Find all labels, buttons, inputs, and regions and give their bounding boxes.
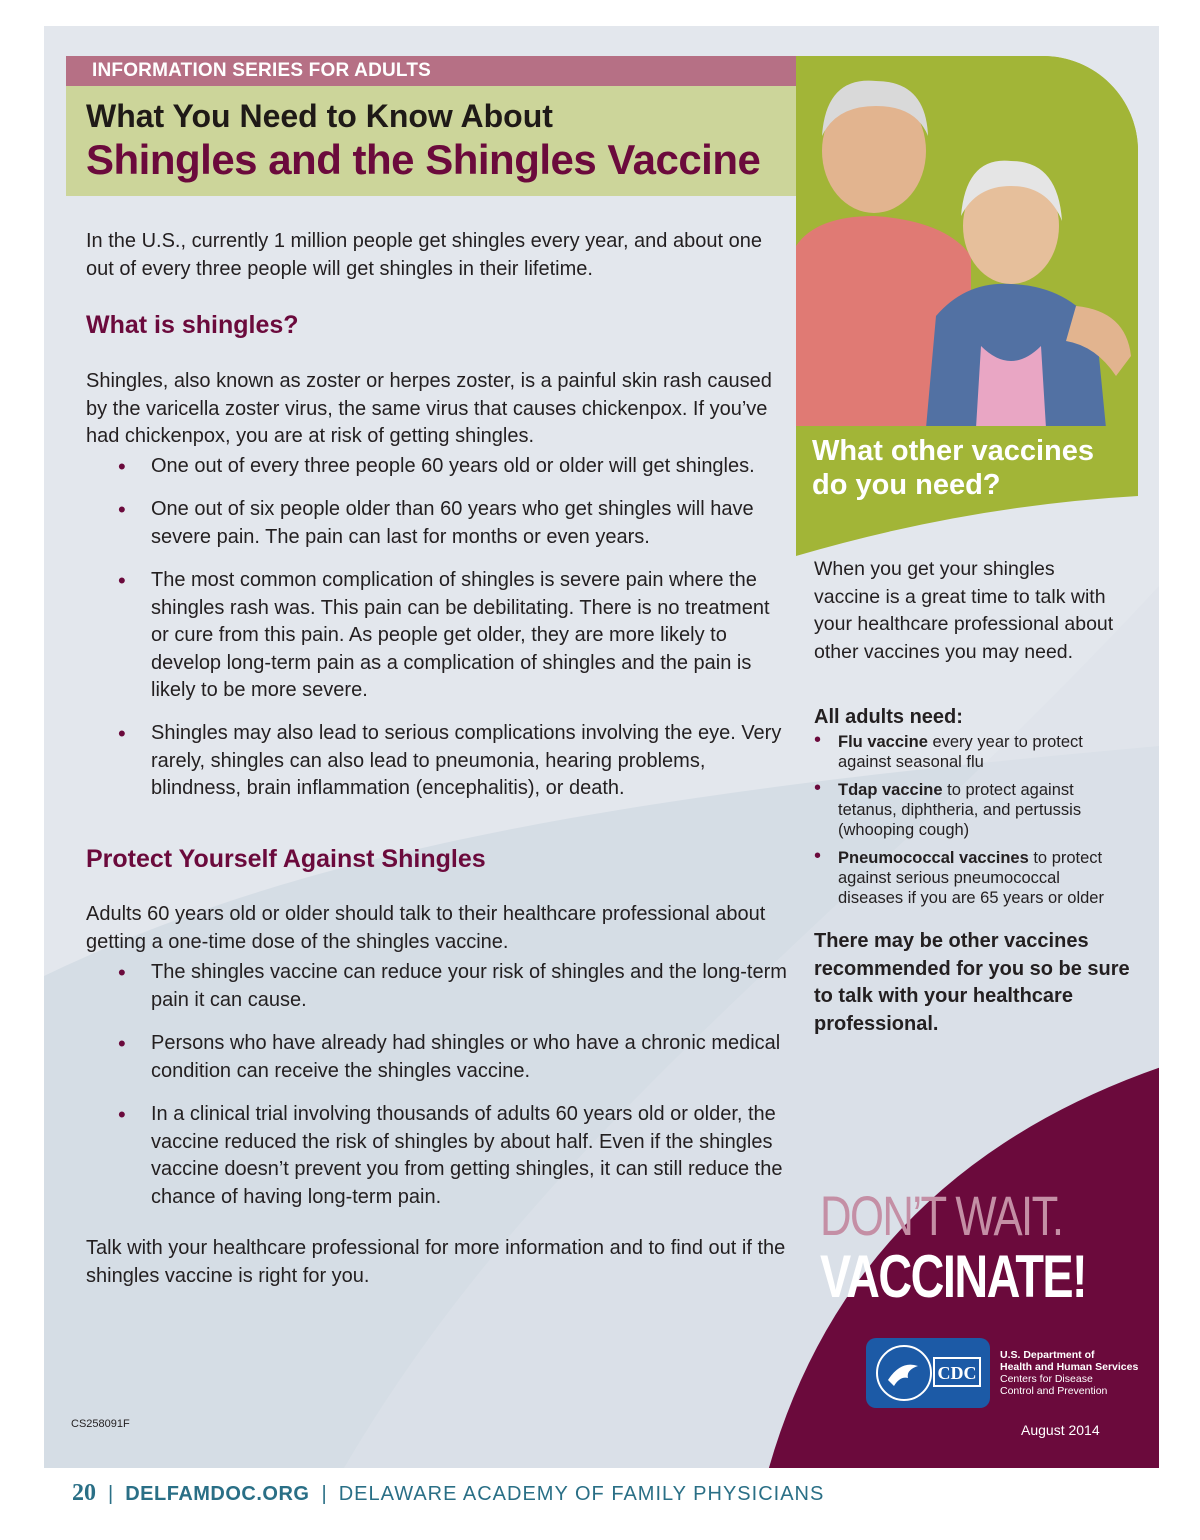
vaccine-detail: to protect against serious pneumococcal diseases if you are 65 years or older — [838, 849, 1104, 907]
vaccine-name: Flu vaccine — [838, 733, 928, 751]
document-code: CS258091F — [71, 1418, 130, 1430]
series-label: INFORMATION SERIES FOR ADULTS — [92, 60, 431, 81]
footer-site-link[interactable]: DELFAMDOC.ORG — [125, 1483, 310, 1505]
footer-organization: DELAWARE ACADEMY OF FAMILY PHYSICIANS — [338, 1483, 825, 1505]
page-number: 20 — [72, 1480, 96, 1506]
title-line-1: What You Need to Know About — [86, 98, 553, 134]
sidebar-intro: When you get your shingles vaccine is a great time to talk with your healthcare professional about other vaccines you may need. — [814, 558, 1114, 663]
hhs-cdc-logo — [866, 1338, 990, 1408]
footer-separator: | — [108, 1483, 114, 1505]
dont-wait-text: DON’T WAIT. — [820, 1184, 1063, 1247]
vaccine-name: Pneumococcal vaccines — [838, 849, 1029, 867]
sidebar-list-item-pneumococcal — [838, 848, 1113, 908]
list-item: • One out of six people older than 60 years who get shingles will have severe pain. The pain can last for months or even years. — [151, 496, 791, 551]
title-line-2: Shingles and the Shingles Vaccine — [86, 136, 761, 183]
list-item: • Shingles may also lead to serious complications involving the eye. Very rarely, shingles can also lead to pneumonia, hearing problems, blindness, brain inflammation (encephalitis), or death. — [151, 720, 791, 803]
title-band — [66, 86, 796, 196]
couple-photo — [796, 56, 1138, 428]
footer-separator: | — [321, 1483, 327, 1505]
vaccinate-text: VACCINATE! — [820, 1243, 1087, 1310]
intro-paragraph: In the U.S., currently 1 million people get shingles every year, and about one out of every three people will get shingles in their lifetime. — [86, 230, 762, 280]
sidebar-list-item-tdap — [838, 780, 1108, 840]
page-footer — [72, 1480, 824, 1507]
hhs-line-2: Health and Human Services — [1000, 1361, 1139, 1373]
agency-text — [1000, 1349, 1138, 1397]
sidebar-heading-line-2: do you need? — [812, 469, 1001, 501]
cdc-line-1: Centers for Disease — [1000, 1373, 1093, 1385]
photo-panel — [796, 56, 1138, 428]
section-heading-what-is-shingles: What is shingles? — [86, 311, 299, 339]
list-item: • The most common complication of shingles is severe pain where the shingles rash was. This pain can be debilitating. There is no treatment or cure from this pain. As people get older, they are more likely to develop long-term pain as a complication of shingles and the pain is likely to be more severe. — [151, 567, 771, 705]
hhs-eagle-icon — [866, 1338, 990, 1408]
sidebar-list-item-flu — [838, 732, 1108, 772]
sidebar-heading-line-1: What other vaccines — [812, 435, 1095, 467]
list-item: • One out of every three people 60 years old or older will get shingles. — [151, 453, 791, 481]
series-banner — [66, 56, 796, 86]
section-heading-protect: Protect Yourself Against Shingles — [86, 845, 486, 873]
protect-paragraph: Adults 60 years old or older should talk to their healthcare professional about getting a one-time dose of the shingles vaccine. — [86, 903, 766, 953]
list-item: • The shingles vaccine can reduce your risk of shingles and the long-term pain it can cause. — [151, 959, 791, 1014]
sidebar-subheading: All adults need: — [814, 706, 963, 728]
list-item: • Persons who have already had shingles or who have a chronic medical condition can receive the shingles vaccine. — [151, 1030, 791, 1085]
vaccine-detail: every year to protect against seasonal flu — [838, 733, 1083, 771]
closing-paragraph: Talk with your healthcare professional for more information and to find out if the shingles vaccine is right for you. — [86, 1237, 786, 1287]
cdc-line-2: Control and Prevention — [1000, 1385, 1108, 1397]
shingles-description: Shingles, also known as zoster or herpes zoster, is a painful skin rash caused by the varicella zoster virus, the same virus that causes chickenpox. If you’ve had chickenpox, you are at risk of getting shingles. — [86, 370, 772, 447]
sidebar-closing: There may be other vaccines recommended for you so be sure to talk with your healthcare professional. — [814, 930, 1130, 1035]
publication-date: August 2014 — [1021, 1422, 1100, 1438]
vaccine-detail: to protect against tetanus, diphtheria, and pertussis (whooping cough) — [838, 781, 1082, 839]
cdc-logo-text: CDC — [937, 1363, 977, 1383]
vaccine-name: Tdap vaccine — [838, 781, 943, 799]
hhs-line-1: U.S. Department of — [1000, 1349, 1095, 1361]
list-item: • In a clinical trial involving thousands of adults 60 years old or older, the vaccine reduced the risk of shingles by about half. Even if the shingles vaccine doesn’t prevent you from getting shingles, it can still reduce the chance of having long-term pain. — [151, 1101, 791, 1211]
